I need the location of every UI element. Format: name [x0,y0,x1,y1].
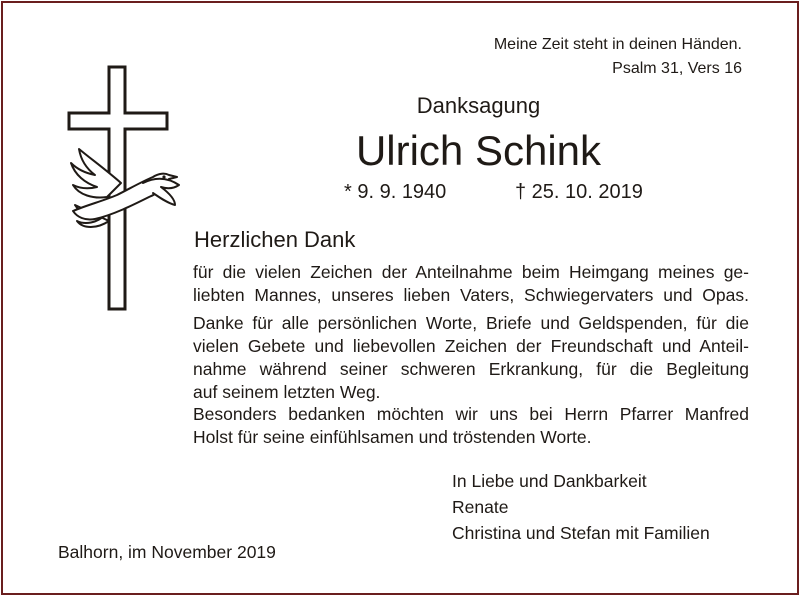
paragraph-1 [193,261,749,307]
motto-quote: Meine Zeit steht in deinen Händen. [493,36,742,53]
text-line: liebten Mannes, unseres lieben Vaters, Schwiegervaters und Opas. [193,285,749,305]
obituary-card [1,1,799,595]
text-line: auf seinem letzten Weg. [193,382,381,402]
text-line: für die vielen Zeichen der Anteilnahme beim Heimgang meines ge- [193,262,749,282]
death-date: † 25. 10. 2019 [515,181,643,203]
text-line: Danke für alle persönlichen Worte, Briefe und Geldspenden, für die [193,313,749,333]
thanks-heading: Danksagung [416,93,541,118]
signoff [452,468,710,546]
closing-line: In Liebe und Dankbarkeit [452,471,647,491]
paragraph-2 [193,312,749,404]
text-line: vielen Gebete und liebevollen Zeichen der Freundschaft und Anteil- [193,336,749,356]
text-line: Besonders bedanken möchten wir uns bei Herrn Pfarrer Manfred [193,404,749,424]
message-title: Herzlichen Dank [194,227,356,252]
motto [494,33,742,81]
signatory-1: Renate [452,497,509,517]
deceased-name: Ulrich Schink [355,127,602,174]
paragraph-3 [193,403,749,449]
signatory-2: Christina und Stefan mit Familien [452,523,710,543]
birth-date: * 9. 9. 1940 [344,181,447,203]
motto-source: Psalm 31, Vers 16 [612,60,742,77]
text-line: nahme während seiner schweren Erkrankung, für die Begleitung [193,359,749,379]
text-line: Holst für seine einfühlsamen und tröstenden Worte. [193,427,592,447]
place-date: Balhorn, im November 2019 [58,542,276,562]
